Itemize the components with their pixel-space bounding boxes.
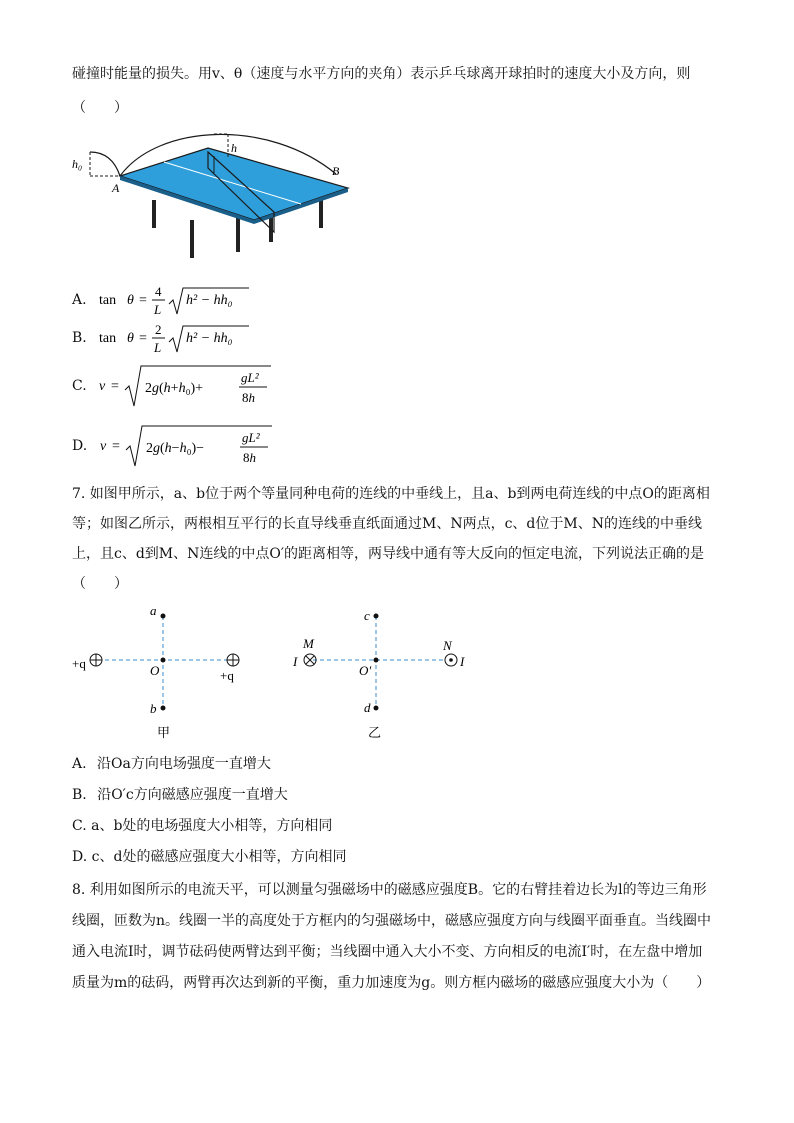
- label-A: A: [112, 181, 120, 195]
- svg-text:=: =: [139, 331, 148, 346]
- svg-text:gL²: gL²: [241, 430, 260, 445]
- q7-option-a[interactable]: [72, 754, 271, 774]
- q6-option-a-label: A.: [72, 292, 87, 308]
- svg-text:4: 4: [155, 284, 162, 299]
- q7-option-b-label: B.: [72, 787, 87, 803]
- q6-option-b[interactable]: [72, 318, 259, 358]
- q7-stem-line1: 7. 如图甲所示，a、b位于两个等量同种电荷的连线的中垂线上，且a、b到两电荷连线的中点O的距离相: [72, 486, 710, 502]
- q7-option-c-text: a、b处的电场强度大小相等，方向相同: [91, 818, 333, 834]
- label-B: B: [332, 164, 340, 178]
- q7-stem-line3: 上，且c、d到M、N连线的中点O′的距离相等，两导线中通有等大反向的恒定电流，下列说法正确的是: [72, 546, 705, 562]
- svg-text:=: =: [139, 293, 147, 308]
- label-M: M: [303, 636, 314, 651]
- formula-a: [99, 280, 259, 320]
- svg-text:2: 2: [155, 322, 162, 337]
- q7-stem-line2: 等；如图乙所示，两根相互平行的长直导线垂直纸面通过M、N两点，c、d位于M、N的连线的中垂线: [72, 516, 702, 532]
- formula-b: [99, 318, 259, 358]
- table-tennis-figure: [68, 130, 368, 262]
- q7-option-c-label: C.: [72, 818, 87, 834]
- label-I-right: I: [460, 654, 465, 669]
- q7-option-a-label: A.: [72, 756, 87, 772]
- svg-text:2g(h+h₀)+: 2g(h+h₀)+: [145, 381, 204, 396]
- label-right-q: +q: [220, 668, 234, 683]
- charge-left: [90, 654, 102, 666]
- label-O: O: [150, 663, 160, 678]
- svg-text:gL²: gL²: [241, 370, 259, 385]
- charge-right: [227, 654, 239, 666]
- q8-line2: 线圈，匝数为n。线圈一半的高度处于方框内的匀强磁场中，磁感应强度方向与线圈平面垂直。当线圈中: [72, 913, 712, 929]
- figure-jia: [70, 600, 270, 745]
- point-b: [161, 706, 166, 711]
- label-a: a: [150, 603, 157, 618]
- svg-text:h² − hh₀: h² − hh₀: [186, 293, 233, 308]
- label-c: c: [364, 608, 370, 623]
- svg-text:2g(h−h₀)−: 2g(h−h₀)−: [145, 441, 204, 456]
- svg-text:=: =: [111, 379, 120, 394]
- label-O-prime: O′: [359, 663, 372, 678]
- label-h0: h₀: [72, 157, 83, 171]
- q7-option-d-label: D.: [72, 849, 88, 865]
- label-h: h: [231, 141, 237, 155]
- svg-text:L: L: [154, 340, 162, 355]
- wire-N-out-of-page: [445, 654, 457, 666]
- svg-text:h² − hh₀: h² − hh₀: [186, 331, 233, 346]
- q8-line1: 8. 利用如图所示的电流天平，可以测量匀强磁场中的磁感应强度B。它的右臂挂着边长为l的等边三角形: [72, 882, 707, 898]
- svg-text:8h: 8h: [242, 450, 256, 465]
- q6-option-c[interactable]: [72, 362, 289, 410]
- label-N: N: [443, 638, 452, 653]
- q6-option-d[interactable]: [72, 422, 290, 470]
- q6-stem-line1: 碰撞时能量的损失。用v、θ（速度与水平方向的夹角）表示乒乓球离开球拍时的速度大小及方向，则: [72, 66, 691, 82]
- q7-option-c[interactable]: [72, 816, 332, 836]
- q6-option-d-label: D.: [72, 438, 88, 454]
- caption-jia: 甲: [157, 725, 171, 740]
- q6-option-a[interactable]: [72, 280, 259, 320]
- point-a: [161, 614, 166, 619]
- svg-text:θ: θ: [127, 331, 135, 346]
- label-b: b: [150, 701, 157, 716]
- svg-text:v: v: [99, 379, 106, 394]
- svg-text:L: L: [154, 302, 162, 317]
- label-d: d: [364, 700, 371, 715]
- label-left-q: +q: [72, 656, 86, 671]
- svg-text:8h: 8h: [242, 390, 256, 405]
- figure-yi: [285, 600, 485, 745]
- q7-option-b[interactable]: [72, 785, 288, 805]
- point-O-prime: [374, 658, 379, 663]
- q6-stem-line2: （ ）: [72, 100, 128, 116]
- q6-option-c-label: C.: [72, 378, 87, 394]
- point-d: [374, 706, 379, 711]
- svg-text:tan: tan: [99, 331, 117, 346]
- svg-text:tan: tan: [99, 293, 117, 308]
- q8-line4: 质量为m的砝码，两臂再次达到新的平衡，重力加速度为g。则方框内磁场的磁感应强度大小为（ ）: [72, 975, 711, 991]
- label-I-left: I: [293, 654, 298, 669]
- q7-stem-line4: （ ）: [72, 576, 128, 592]
- q8-line3: 通入电流I时，调节砝码使两臂达到平衡；当线圈中通入大小不变、方向相反的电流I′时，在左盘中增加: [72, 944, 703, 960]
- caption-yi: 乙: [368, 725, 382, 740]
- svg-text:=: =: [111, 439, 120, 454]
- q7-option-d-text: c、d处的磁感应强度大小相等，方向相同: [91, 849, 347, 865]
- formula-d: [100, 422, 290, 470]
- svg-text:θ: θ: [127, 293, 134, 308]
- point-c: [374, 614, 379, 619]
- point-O: [161, 658, 166, 663]
- q7-option-b-text: 沿O′c方向磁感应强度一直增大: [97, 787, 288, 803]
- formula-c: [99, 362, 289, 410]
- svg-text:v: v: [99, 439, 106, 454]
- q7-option-d[interactable]: [72, 847, 346, 867]
- q6-option-b-label: B.: [72, 330, 87, 346]
- q7-option-a-text: 沿Oa方向电场强度一直增大: [97, 756, 271, 772]
